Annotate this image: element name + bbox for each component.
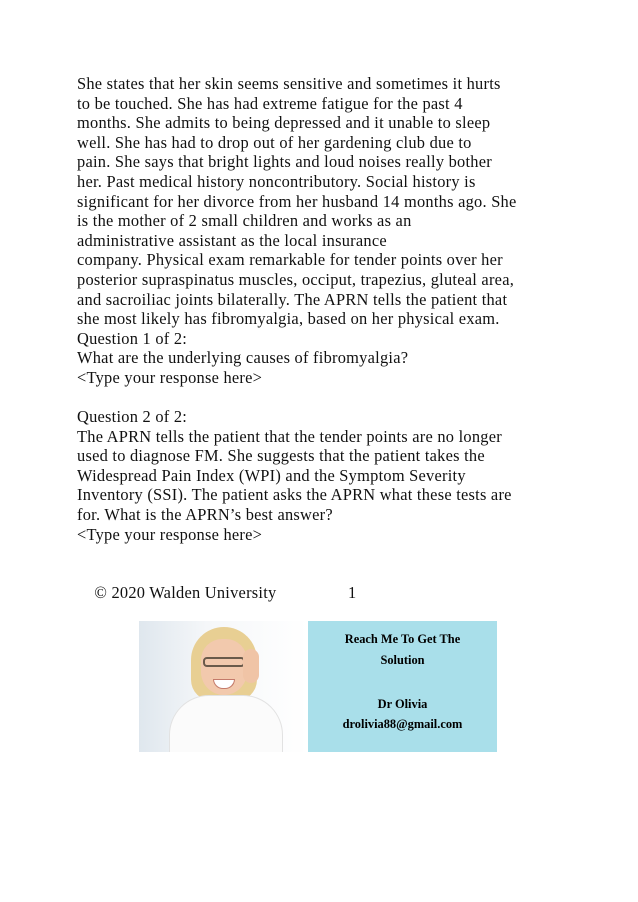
woman-photo: [139, 621, 308, 752]
text-line: The APRN tells the patient that the tender points are no longer: [77, 426, 502, 446]
text-line: company. Physical exam remarkable for tender points over her: [77, 250, 503, 270]
contact-email: drolivia88@gmail.com: [342, 717, 463, 731]
document-page: [77, 74, 617, 623]
text-line: well. She has had to drop out of her gardening club due to: [77, 132, 472, 152]
case-description: [77, 74, 617, 329]
text-line: she most likely has fibromyalgia, based on her physical exam.: [77, 309, 500, 329]
text-line: months. She admits to being depressed and it unable to sleep: [77, 113, 491, 133]
spacer: [77, 388, 617, 408]
text-line: significant for her divorce from her husband 14 months ago. She: [77, 191, 517, 211]
text-line: is the mother of 2 small children and works as an: [77, 211, 412, 231]
banner-subheadline: Solution: [380, 653, 425, 667]
text-line: and sacroiliac joints bilaterally. The APRN tells the patient that: [77, 289, 508, 309]
text-line: to be touched. She has had extreme fatigue for the past 4: [77, 93, 463, 113]
text-line: used to diagnose FM. She suggests that the patient takes the: [77, 446, 485, 466]
page-footer: [77, 564, 617, 623]
text-line: for. What is the APRN’s best answer?: [77, 505, 333, 525]
question-1-response-placeholder: <Type your response here>: [77, 367, 263, 387]
question-1-text: What are the underlying causes of fibromyalgia?: [77, 348, 409, 368]
text-line: her. Past medical history noncontributory. Social history is: [77, 171, 476, 191]
spacer: [77, 544, 617, 564]
question-2-text: [77, 427, 617, 525]
text-line: posterior supraspinatus muscles, occiput, trapezius, gluteal area,: [77, 269, 515, 289]
text-line: administrative assistant as the local insurance: [77, 230, 387, 250]
text-line: pain. She says that bright lights and loud noises really bother: [77, 152, 492, 172]
copyright-text: © 2020 Walden University: [94, 583, 277, 603]
text-line: Inventory (SSI). The patient asks the APRN what these tests are: [77, 485, 512, 505]
contact-name: Dr Olivia: [377, 697, 428, 711]
banner-headline: Reach Me To Get The: [344, 632, 461, 646]
text-line: Widespread Pain Index (WPI) and the Symptom Severity: [77, 465, 466, 485]
question-1-heading: Question 1 of 2:: [77, 328, 188, 348]
question-2-response-placeholder: <Type your response here>: [77, 524, 263, 544]
question-2-heading: Question 2 of 2:: [77, 407, 188, 427]
text-line: She states that her skin seems sensitive and sometimes it hurts: [77, 74, 501, 93]
contact-info-panel: [308, 621, 497, 752]
page-number: 1: [348, 583, 357, 603]
contact-banner: [139, 621, 497, 752]
